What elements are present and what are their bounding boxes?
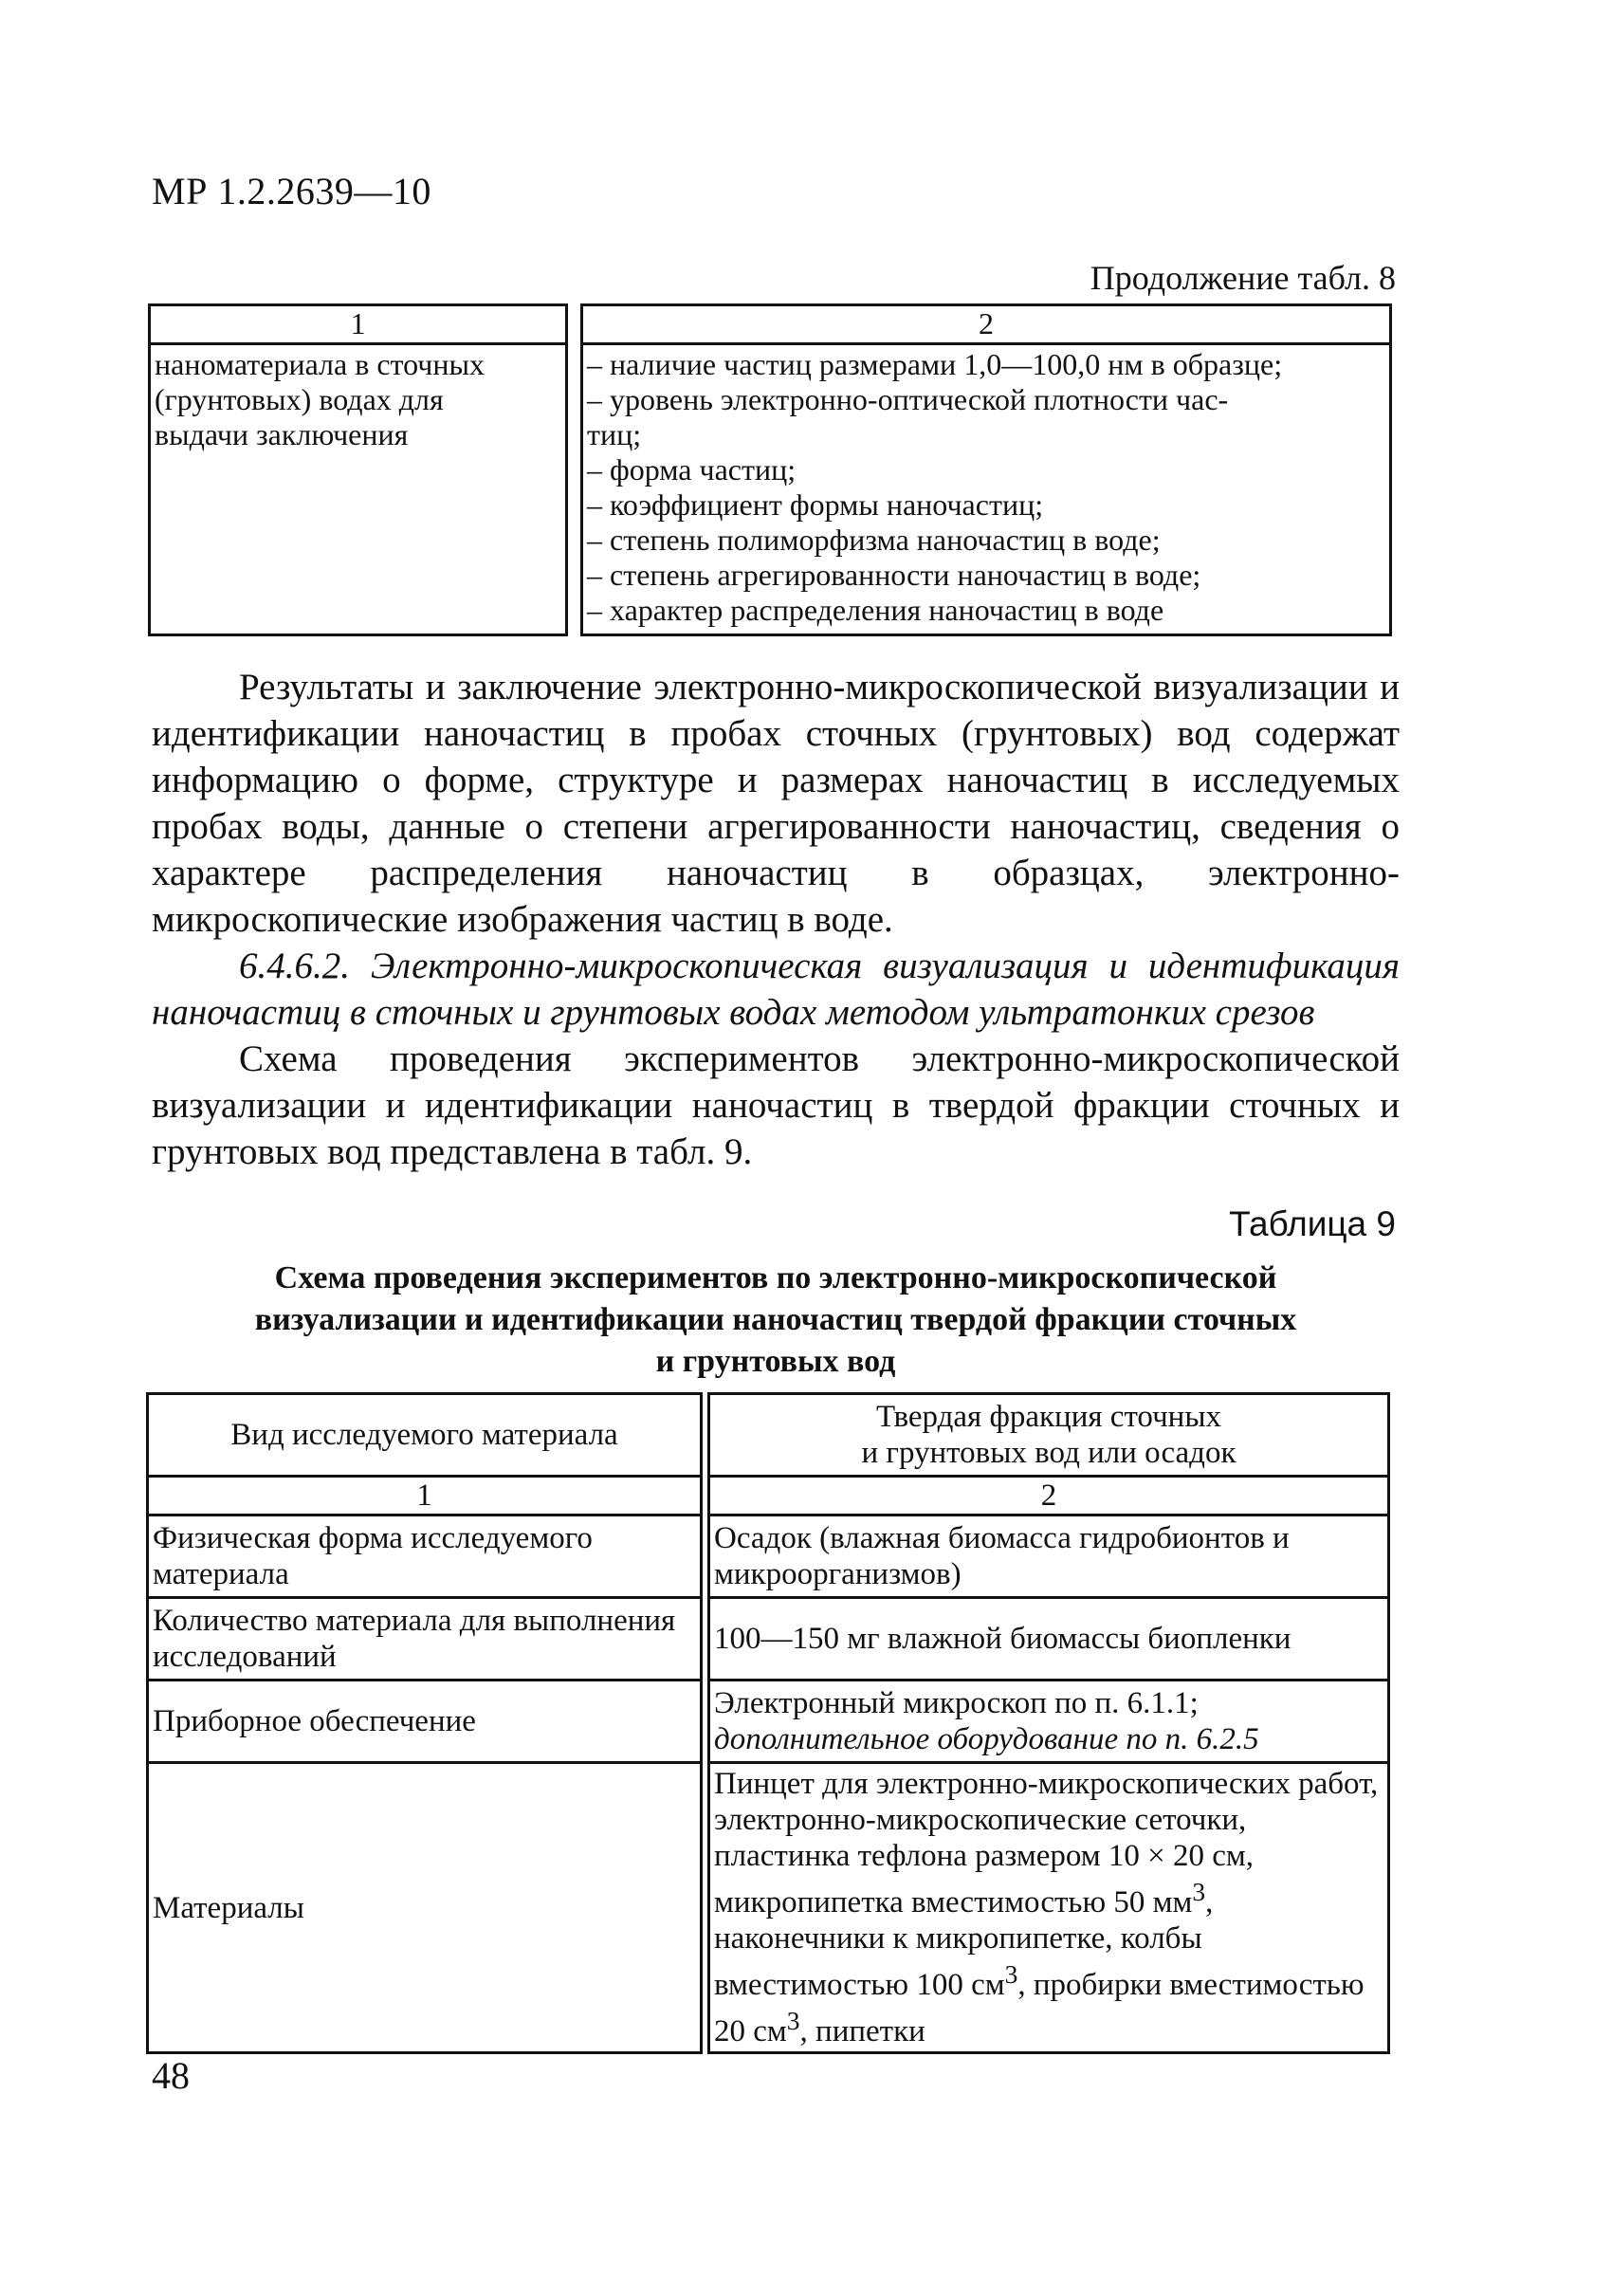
materials-text: , наконечники к микропипетке, колбы вместимостью 100 см [714,1885,1214,2002]
page-number: 48 [152,2054,190,2097]
table8-row [150,344,1391,635]
table9-num-col1: 1 [148,1477,702,1515]
table8-col1-line: выдачи заключения [155,417,409,451]
table9-number-row [148,1477,1389,1515]
scheme-paragraph: Схема проведения экспериментов электронно-микроскопической визуализации и идентификации наночастиц в твердой фракции сточных и грунтовых вод представлена в табл. 9. [152,1038,1400,1172]
table9-row-label: Материалы [148,1763,702,2053]
table8-col1-line: наноматериала в сточных [155,347,485,381]
table8-continuation [148,303,1392,636]
document-code: МР 1.2.2639—10 [152,170,431,212]
table9-header-col2 [709,1394,1389,1477]
table-row [148,1681,1389,1763]
table9-title-line: Схема проведения экспериментов по электронно-микроскопической [274,1260,1277,1295]
table9-header-col1: Вид исследуемого материала [148,1394,702,1477]
table9-row-value [709,1763,1389,2053]
superscript: 3 [1004,1959,1018,1989]
table8-list-item: тиц; [587,417,642,451]
table-row [148,1763,1389,2053]
materials-text: , пипетки [799,2014,925,2048]
table9-title [152,1258,1400,1383]
table8-header-row [150,305,1391,344]
table8-list-item: – наличие частиц размерами 1,0—100,0 нм в образце; [587,347,1283,381]
table8-col1-line: (грунтовых) водах для [155,382,444,416]
table8-continuation-label: Продолжение табл. 8 [1090,259,1396,297]
results-paragraph: Результаты и заключение электронно-микроскопической визуализации и идентификации наночастиц в пробах сточных (грунтовых) вод содержат информацию о форме, структуре и размерах наночастиц в исследуемых пробах воды, данные о степени агрегированности наночастиц, сведения о характере распределения наночастиц в образцах, электронно-микроскопические изображения частиц в воде. [152,667,1400,940]
table8-list-item: – уровень электронно-оптической плотности час- [587,382,1229,416]
table8-row-col2 [582,344,1391,635]
table8-list-item: – характер распределения наночастиц в воде [587,593,1164,627]
table9-row-value: Осадок (влажная биомасса гидробионтов и микроорганизмов) [709,1515,1389,1598]
table8-list-item: – степень полиморфизма наночастиц в воде; [587,523,1161,557]
table9-num-col2: 2 [709,1477,1389,1515]
materials-text: , пробирки вместимостью 20 см [714,1968,1365,2048]
table9 [146,1392,1390,2054]
superscript: 3 [786,2006,800,2035]
section-heading: 6.4.6.2. Электронно-микроскопическая визуализация и идентификация наночастиц в сточных и грунтовых водах методом ультратонких срезов [152,946,1400,1033]
table8-list-item: – коэффициент формы наночастиц; [587,487,1044,522]
body-text [152,664,1400,1175]
table8-col1-header: 1 [150,305,567,344]
table9-row-label: Физическая форма исследуемого материала [148,1515,702,1598]
table9-title-line: и грунтовых вод [655,1344,896,1379]
table8-row-col1 [150,344,567,635]
table9-row-label: Приборное обеспечение [148,1681,702,1763]
table-row [148,1598,1389,1681]
table-row [148,1515,1389,1598]
table9-row-value-line: дополнительное оборудование по п. 6.2.5 [714,1722,1259,1756]
table9-title-line: визуализации и идентификации наночастиц твердой фракции сточных [254,1302,1297,1337]
table9-row-value: 100—150 мг влажной биомассы биопленки [709,1598,1389,1681]
table8-list-item: – форма частиц; [587,452,797,487]
superscript: 3 [1192,1877,1206,1906]
table9-header-col2-line: Твердая фракция сточных [876,1400,1221,1434]
table9-header-row [148,1394,1389,1477]
table9-header-col2-line: и грунтовых вод или осадок [861,1436,1236,1470]
table9-row-value-line: Электронный микроскоп по п. 6.1.1; [714,1686,1199,1720]
table8-list-item: – степень агрегированности наночастиц в воде; [587,558,1201,592]
table9-row-value [709,1681,1389,1763]
materials-text: Пинцет для электронно-микроскопических работ, электронно-микроскопические сеточки, пластинка тефлона размером 10 × 20 см, микропипетка вместимостью 50 мм [714,1767,1379,1919]
table9-row-label: Количество материала для выполнения исследований [148,1598,702,1681]
table8-col2-header: 2 [582,305,1391,344]
table9-label: Таблица 9 [1229,1204,1396,1243]
